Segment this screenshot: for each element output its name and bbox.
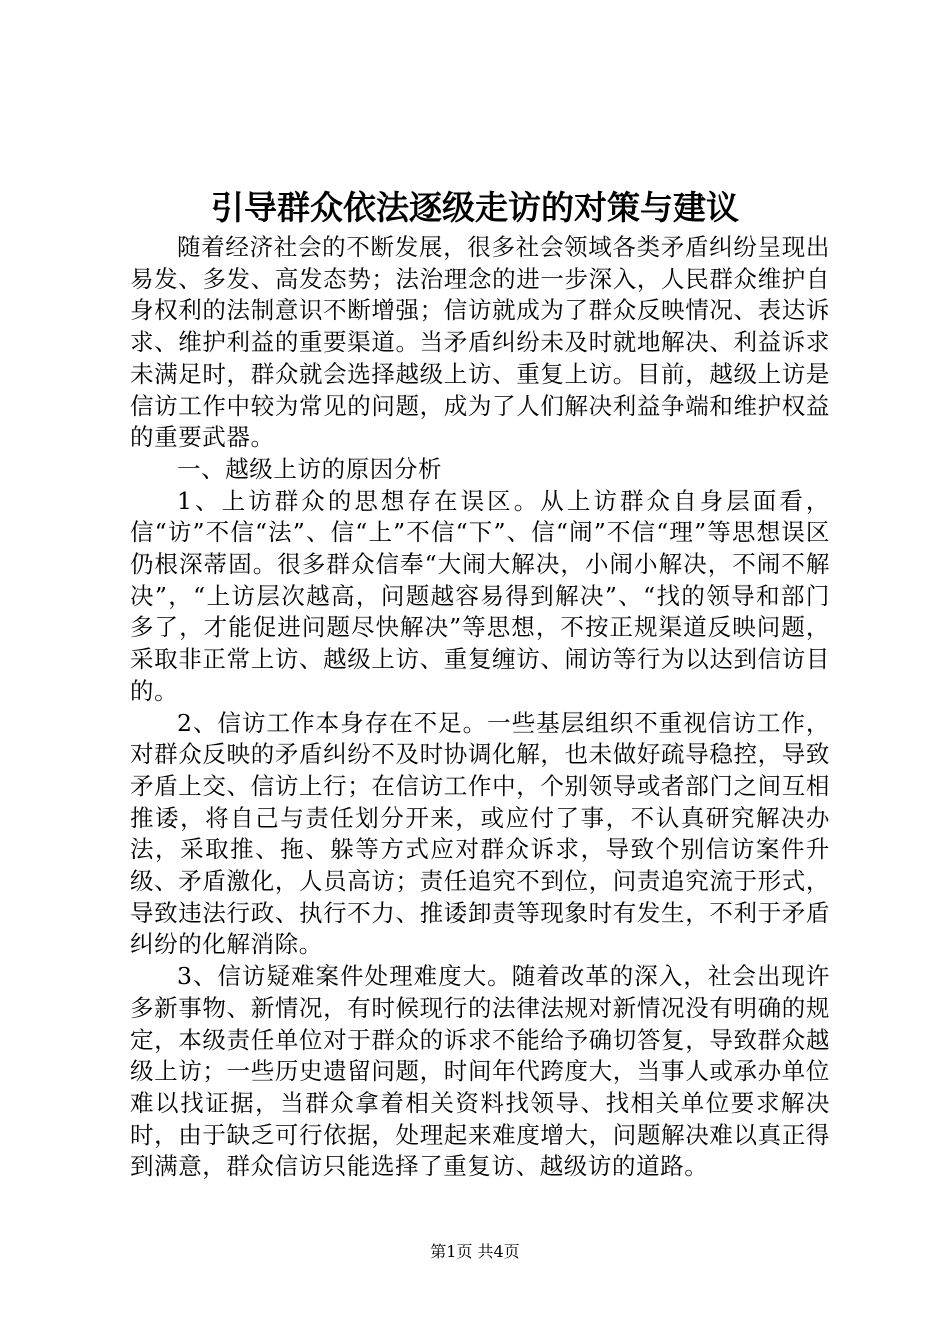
cause-paragraph-1: 1、上访群众的思想存在误区。从上访群众自身层面看，信“访”不信“法”、信“上”不信“下”、信“闹”不信“理”等思想误区仍根深蒂固。很多群众信奉“大闹大解决，小闹小解决，不闹不解决”，“上访层次越高，问题越容易得到解决”、“找的领导和部门多了，才能促进问题尽快解决”等思想，不按正规渠道反映问题，采取非正常上访、越级上访、重复缠访、闹访等行为以达到信访目的。 [130, 486, 830, 705]
page-footer: 第1页 共4页 [430, 1242, 520, 1261]
document-title: 引导群众依法逐级走访的对策与建议 [211, 188, 739, 227]
cause-paragraph-3: 3、信访疑难案件处理难度大。随着改革的深入，社会出现许多新事物、新情况，有时候现行的法律法规对新情况没有明确的规定，本级责任单位对于群众的诉求不能给予确切答复，导致群众越级上访；一些历史遗留问题，时间年代跨度大，当事人或承办单位难以找证据，当群众拿着相关资料找领导、找相关单位要求解决时，由于缺乏可行依据，处理起来难度增大，问题解决难以真正得到满意，群众信访只能选择了重复访、越级访的道路。 [130, 962, 830, 1181]
cause-paragraph-2: 2、信访工作本身存在不足。一些基层组织不重视信访工作，对群众反映的矛盾纠纷不及时协调化解，也未做好疏导稳控，导致矛盾上交、信访上行；在信访工作中，个别领导或者部门之间互相推诿，将自己与责任划分开来，或应付了事，不认真研究解决办法，采取推、拖、躲等方式应对群众诉求，导致个别信访案件升级、矛盾激化，人员高访；责任追究不到位，问责追究流于形式，导致违法行政、执行不力、推诿卸责等现象时有发生，不利于矛盾纠纷的化解消除。 [130, 708, 830, 959]
intro-paragraph: 随着经济社会的不断发展，很多社会领域各类矛盾纠纷呈现出易发、多发、高发态势；法治理念的进一步深入，人民群众维护自身权利的法制意识不断增强；信访就成为了群众反映情况、表达诉求、维护利益的重要渠道。当矛盾纠纷未及时就地解决、利益诉求未满足时，群众就会选择越级上访、重复上访。目前，越级上访是信访工作中较为常见的问题，成为了人们解决利益争端和维护权益的重要武器。 [130, 233, 830, 452]
document-body [130, 232, 830, 1183]
section-heading: 一、越级上访的原因分析 [177, 454, 443, 483]
